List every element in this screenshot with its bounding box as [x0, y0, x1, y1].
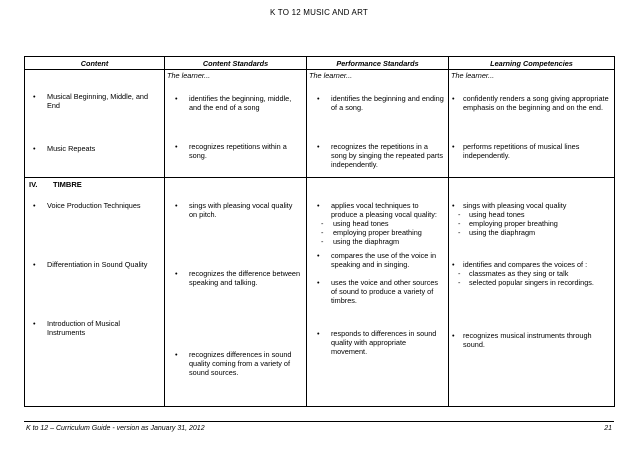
performance-item: • identifies the beginning and ending of a song.: [307, 94, 448, 142]
performance-item: • responds to differences in sound quality with appropriate movement.: [307, 329, 448, 356]
section-row: [25, 178, 615, 193]
footer-text: K to 12 – Curriculum Guide - version as January 31, 2012: [26, 425, 205, 432]
competency-item: • sings with pleasing vocal quality: [449, 201, 614, 210]
header-performance-standards: Performance Standards: [307, 57, 449, 70]
competency-subitem: - classmates as they sing or talk: [449, 269, 614, 278]
performance-item: • recognizes the repetitions in a song by singing the repeated parts independently.: [307, 142, 448, 169]
competency-item: • identifies and compares the voices of :: [449, 260, 614, 269]
learner-label: The learner...: [167, 71, 211, 80]
section-title: TIMBRE: [53, 180, 82, 189]
table-header-row: [25, 57, 615, 70]
performance-subitem: - using head tones: [307, 219, 448, 228]
competency-item: • recognizes musical instruments through sound.: [449, 331, 614, 349]
standard-item: • identifies the beginning, middle, and the end of a song: [165, 94, 306, 142]
standard-item: • recognizes repetitions within a song.: [165, 142, 306, 160]
performance-subitem: - using the diaphragm: [307, 237, 448, 246]
performance-item: • compares the use of the voice in speaking and in singing.: [307, 251, 448, 269]
competency-subitem: - using the diaphragm: [449, 228, 614, 237]
content-item: • Music Repeats: [25, 144, 164, 153]
content-item: • Voice Production Techniques: [25, 201, 164, 210]
competency-subitem: - selected popular singers in recordings.: [449, 278, 614, 287]
competency-item: • confidently renders a song giving appropriate emphasis on the beginning and on the end.: [449, 94, 614, 142]
curriculum-table: [24, 56, 615, 407]
content-item: • Introduction of Musical Instruments: [25, 319, 164, 337]
learner-label: The learner...: [309, 71, 353, 80]
content-item: • Differentiation in Sound Quality: [25, 260, 164, 269]
content-item: • Musical Beginning, Middle, and End: [25, 92, 164, 110]
competency-subitem: - using head tones: [449, 210, 614, 219]
competency-subitem: - employing proper breathing: [449, 219, 614, 228]
standard-item: • recognizes the difference between speaking and talking.: [165, 269, 306, 350]
table-row: [25, 192, 615, 407]
section-number: IV.: [29, 180, 38, 189]
performance-item: • uses the voice and other sources of sound to produce a variety of timbres.: [307, 278, 448, 305]
footer-divider: [24, 421, 614, 422]
section-heading: [25, 178, 164, 192]
performance-item: • applies vocal techniques to produce a pleasing vocal quality:: [307, 201, 448, 219]
performance-subitem: - employing proper breathing: [307, 228, 448, 237]
standard-item: • recognizes differences in sound quality coming from a variety of sound sources.: [165, 350, 306, 377]
learner-label: The learner...: [451, 71, 495, 80]
table-row: [25, 70, 615, 178]
competency-item: • performs repetitions of musical lines independently.: [449, 142, 614, 160]
document-title: K TO 12 MUSIC AND ART: [269, 8, 368, 17]
standard-item: • sings with pleasing vocal quality on pitch.: [165, 201, 306, 269]
page-number: 21: [604, 425, 612, 432]
header-learning-competencies: Learning Competencies: [449, 57, 615, 70]
header-content-standards: Content Standards: [165, 57, 307, 70]
header-content: Content: [25, 57, 165, 70]
